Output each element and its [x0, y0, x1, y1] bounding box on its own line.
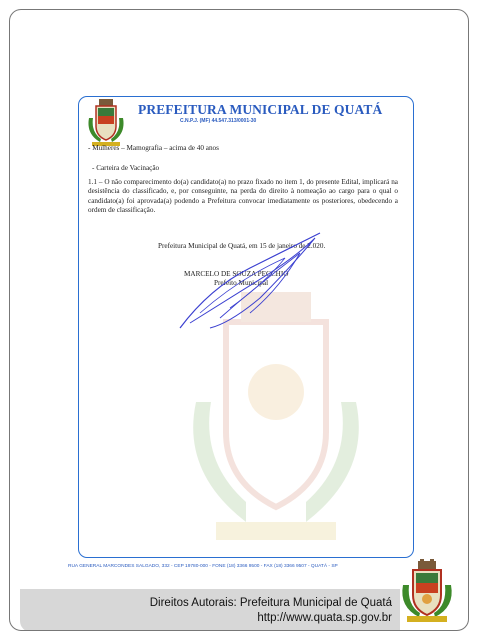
requirement-vacinacao: - Carteira de Vacinação — [92, 164, 160, 172]
header-coat-of-arms-icon — [86, 98, 126, 148]
paragraph-1-1: 1.1 – O não comparecimento do(a) candidato(a) no prazo fixado no item 1, do presente Edital, implicará na desistência do classificado, e, por conseguinte, na perda do direito à nomeação ao cargo para o qual o candidato(a) foi aprovada(a) podendo a Prefeitura convocar imediatamente os posteriores, obedecendo a ordem de classificação. — [88, 178, 398, 215]
copyright-banner — [20, 589, 400, 631]
header-title: PREFEITURA MUNICIPAL DE QUATÁ — [138, 102, 383, 117]
date-line: Prefeitura Municipal de Quatá, em 15 de janeiro de 2.020. — [158, 242, 326, 250]
footer-address: RUA GENERAL MARCONDES SALGADO, 332 - CEP 19780-000 - FONE (18) 3366 9500 - FAX (18) 3366 9507 - QUATÁ - SP — [68, 564, 338, 569]
signer-name: MARCELO DE SOUZA PECCHIO — [184, 270, 289, 278]
footer-coat-of-arms-icon — [399, 559, 455, 625]
requirement-mamografia: - Mulheres – Mamografia – acima de 40 anos — [88, 144, 219, 152]
header-cnpj: C.N.P.J. (MF) 44.547.313/0001-30 — [180, 118, 257, 124]
website-link[interactable]: http://www.quata.sp.gov.br — [257, 612, 392, 624]
viewer-frame — [9, 9, 469, 631]
copyright-text: Direitos Autorais: Prefeitura Municipal de Quatá — [149, 597, 392, 609]
signer-title: Prefeito Municipal — [214, 279, 269, 287]
handwritten-signature — [170, 228, 360, 338]
